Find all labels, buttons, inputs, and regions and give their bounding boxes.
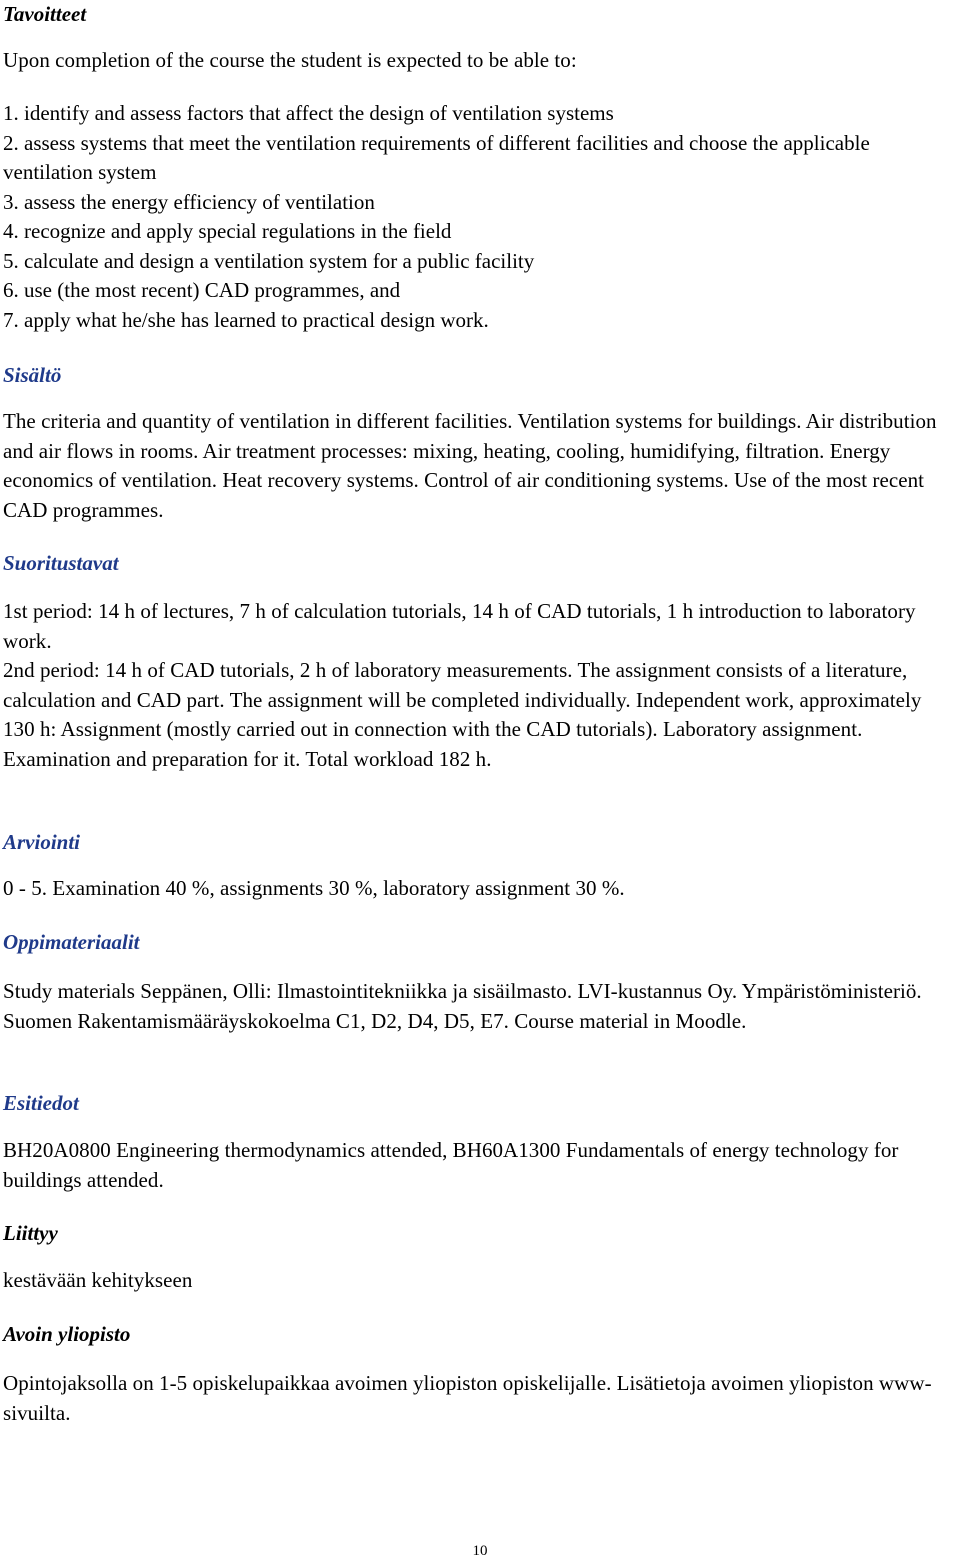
tavoitteet-intro: Upon completion of the course the student is expected to be able to: [3,48,577,72]
arviointi-text: 0 - 5. Examination 40 %, assignments 30 %, laboratory assignment 30 %. [3,876,625,900]
heading-sisalto: Sisältö [3,363,62,387]
objectives-list [3,99,955,335]
list-item: 5. calculate and design a ventilation system for a public facility [3,248,535,273]
heading-arviointi: Arviointi [3,830,81,854]
oppimateriaalit-text: Study materials Seppänen, Olli: Ilmastointitekniikka ja sisäilmasto. LVI-kustannus Oy. Ympäristöministeriö. Suomen Rakentamismääräyskokoelma C1, D2, D4, D5, E7. Course material in Moodle. [3,979,922,1033]
heading-liittyy: Liittyy [3,1221,58,1245]
heading-tavoitteet: Tavoitteet [3,2,87,26]
sisalto-text: The criteria and quantity of ventilation in different facilities. Ventilation systems for buildings. Air distribution and air flows in rooms. Air treatment processes: mixing, heating, cooling, humidifying, filtration. Energy economics of ventilation. Heat recovery systems. Control of air conditioning systems. Use of the most recent CAD programmes. [3,409,937,522]
heading-suoritustavat: Suoritustavat [3,551,119,575]
list-item: 1. identify and assess factors that affect the design of ventilation systems [3,101,614,125]
avoin-yliopisto-text: Opintojaksolla on 1-5 opiskelupaikkaa avoimen yliopiston opiskelijalle. Lisätietoja avoimen yliopiston www-sivuilta. [3,1371,932,1425]
list-item: 3. assess the energy efficiency of ventilation [3,189,375,214]
liittyy-text: kestävään kehitykseen [3,1268,193,1292]
esitiedot-text: BH20A0800 Engineering thermodynamics attended, BH60A1300 Fundamentals of energy technology for buildings attended. [3,1138,899,1192]
suoritustavat-para-1: 1st period: 14 h of lectures, 7 h of calculation tutorials, 14 h of CAD tutorials, 1 h introduction to laboratory work. [3,599,916,653]
list-item: 6. use (the most recent) CAD programmes, and [3,278,401,302]
list-item: 2. assess systems that meet the ventilation requirements of different facilities and choose the applicable ventilation system [3,130,870,184]
list-item: 4. recognize and apply special regulations in the field [3,219,452,243]
heading-esitiedot: Esitiedot [3,1091,79,1115]
heading-avoin-yliopisto: Avoin yliopisto [3,1322,131,1346]
suoritustavat-para-2: 2nd period: 14 h of CAD tutorials, 2 h of laboratory measurements. The assignment consists of a literature, calculation and CAD part. The assignment will be completed individually. Independent work, approximately 130 h: Assignment (mostly carried out in connection with the CAD tutorials). Laboratory assignment. Examination and preparation for it. Total workload 182 h. [3,658,922,771]
page-number: 10 [472,1543,488,1559]
heading-oppimateriaalit: Oppimateriaalit [3,930,140,954]
list-item: 7. apply what he/she has learned to practical design work. [3,307,489,332]
